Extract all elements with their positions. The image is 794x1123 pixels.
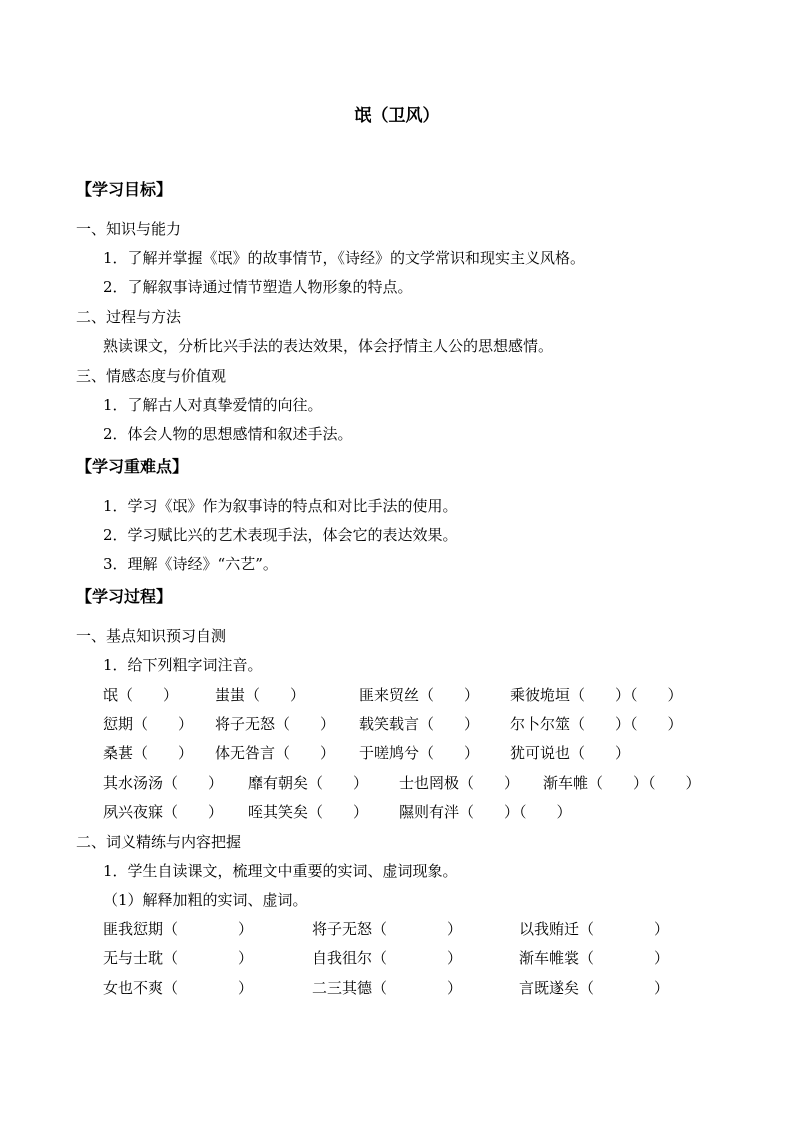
page-title: 氓（卫风） — [354, 106, 440, 126]
process-question: 1．学生自读课文，梳理文中重要的实词、虚词现象。 — [103, 862, 458, 880]
pinyin-item: 靡有朝矣（ ） — [248, 774, 369, 792]
pinyin-item: 咥其笑矣（ ） — [248, 803, 369, 821]
meaning-item: 以我贿迁（ ） — [519, 920, 670, 938]
pinyin-item: 蚩蚩（ ） — [215, 686, 306, 704]
section-heading-difficulties: 【学习重难点】 — [76, 457, 189, 476]
meaning-item: 二三其德（ ） — [312, 979, 463, 997]
pinyin-item: 匪来贸丝（ ） — [359, 686, 480, 704]
goals-item: 2．体会人物的思想感情和叙述手法。 — [103, 425, 353, 443]
goals-item: 1．了解古人对真挚爱情的向往。 — [103, 396, 323, 414]
pinyin-item: 乘彼垝垣（ ）（ ） — [510, 686, 683, 704]
goals-heading-3: 三、情感态度与价值观 — [76, 367, 227, 385]
pinyin-item: 于嗟鸠兮（ ） — [359, 744, 480, 762]
difficulty-item: 2．学习赋比兴的艺术表现手法，体会它的表达效果。 — [103, 526, 458, 544]
pinyin-item: 将子无怒（ ） — [215, 715, 336, 733]
pinyin-item: 氓（ ） — [103, 686, 179, 704]
pinyin-item: 愆期（ ） — [103, 715, 194, 733]
difficulty-item: 3．理解《诗经》“六艺”。 — [103, 555, 278, 573]
pinyin-item: 体无咎言（ ） — [215, 744, 336, 762]
goals-heading-1: 一、知识与能力 — [76, 220, 182, 238]
section-heading-process: 【学习过程】 — [76, 587, 173, 606]
goals-text: 熟读课文，分析比兴手法的表达效果，体会抒情主人公的思想感情。 — [103, 337, 554, 355]
pinyin-item: 渐车帷（ ）（ ） — [543, 774, 701, 792]
meaning-item: 言既遂矣（ ） — [519, 979, 670, 997]
pinyin-item: 犹可说也（ ） — [510, 744, 631, 762]
section-heading-goals: 【学习目标】 — [76, 180, 173, 199]
pinyin-item: 士也罔极（ ） — [399, 774, 520, 792]
goals-item: 1．了解并掌握《氓》的故事情节，《诗经》的文学常识和现实主义风格。 — [103, 249, 586, 267]
meaning-item: 匪我愆期（ ） — [103, 920, 254, 938]
meaning-item: 无与士耽（ ） — [103, 949, 254, 967]
goals-item: 2．了解叙事诗通过情节塑造人物形象的特点。 — [103, 278, 413, 296]
process-part-2: 二、词义精练与内容把握 — [76, 833, 242, 851]
pinyin-item: 桑葚（ ） — [103, 744, 194, 762]
meaning-item: 自我徂尔（ ） — [312, 949, 463, 967]
goals-heading-2: 二、过程与方法 — [76, 308, 182, 326]
pinyin-item: 夙兴夜寐（ ） — [103, 803, 224, 821]
meaning-item: 女也不爽（ ） — [103, 979, 254, 997]
process-part-1: 一、基点知识预习自测 — [76, 627, 227, 645]
pinyin-item: 尔卜尔筮（ ）（ ） — [510, 715, 683, 733]
pinyin-item: 其水汤汤（ ） — [103, 774, 224, 792]
process-question: 1．给下列粗字词注音。 — [103, 656, 263, 674]
pinyin-item: 隰则有泮（ ）（ ） — [399, 803, 572, 821]
meaning-item: 渐车帷裳（ ） — [519, 949, 670, 967]
difficulty-item: 1．学习《氓》作为叙事诗的特点和对比手法的使用。 — [103, 497, 458, 515]
process-subquestion: （1）解释加粗的实词、虚词。 — [103, 891, 308, 909]
meaning-item: 将子无怒（ ） — [312, 920, 463, 938]
pinyin-item: 载笑载言（ ） — [359, 715, 480, 733]
